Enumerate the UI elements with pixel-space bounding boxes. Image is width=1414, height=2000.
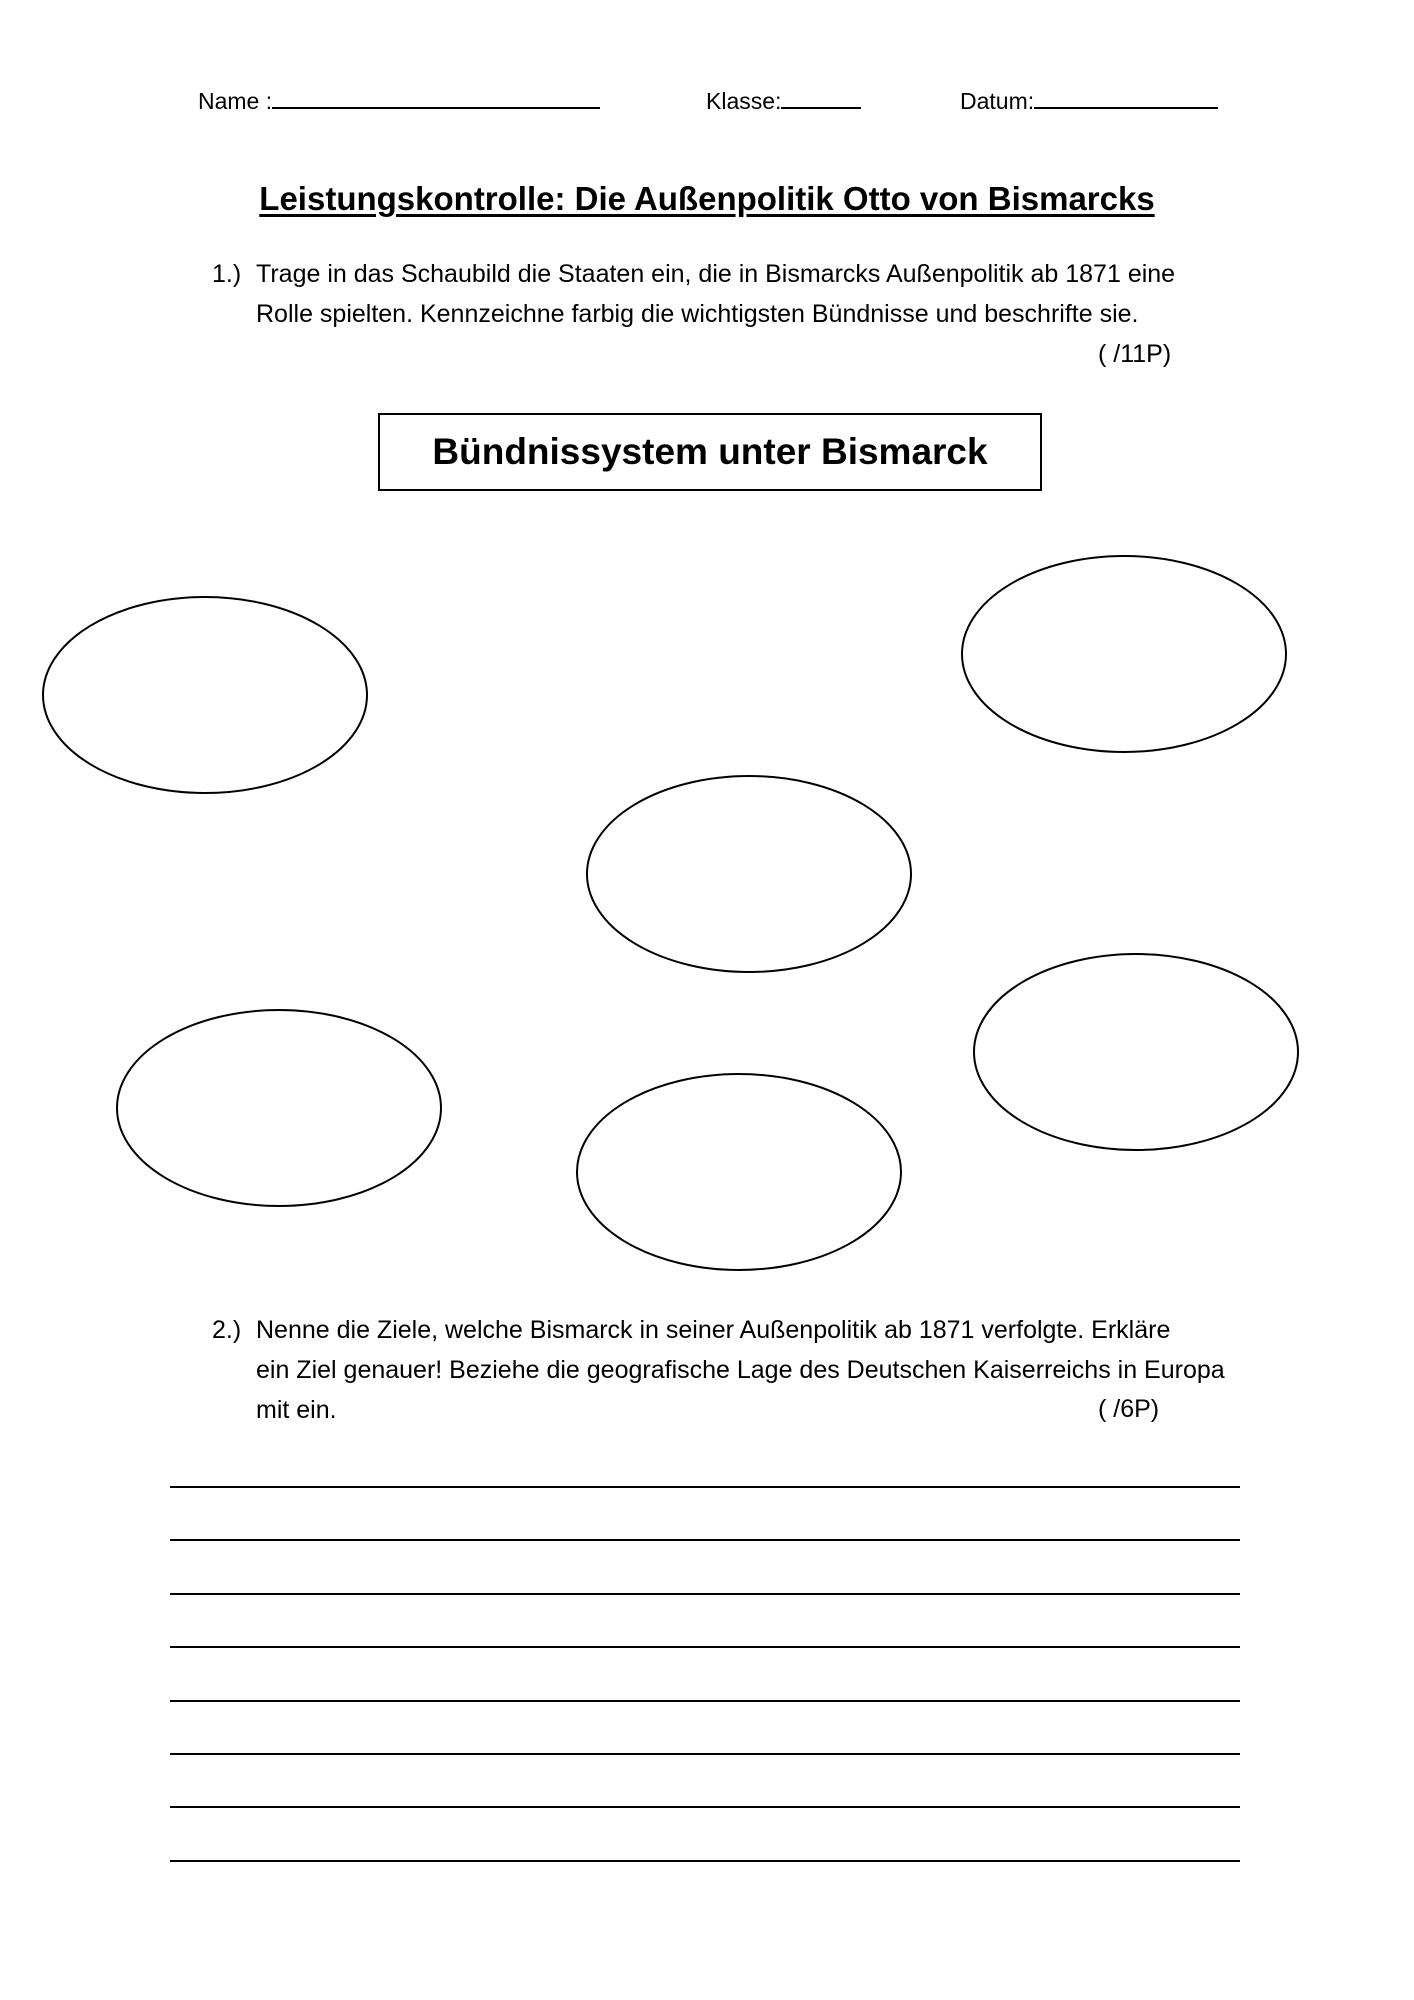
- task-2-line-2: ein Ziel genauer! Beziehe die geografische Lage des Deutschen Kaiserreichs in Europa: [256, 1356, 1225, 1384]
- class-label: Klasse:: [706, 88, 782, 114]
- name-field[interactable]: [198, 86, 600, 116]
- state-ellipse-2[interactable]: [962, 556, 1286, 752]
- date-blank[interactable]: [1034, 87, 1218, 109]
- answer-line[interactable]: [170, 1486, 1240, 1488]
- task-2-line-1: Nenne die Ziele, welche Bismarck in seiner Außenpolitik ab 1871 verfolgte. Erkläre: [256, 1316, 1171, 1344]
- task-2-line-3: mit ein.: [256, 1396, 337, 1424]
- state-ellipse-1[interactable]: [43, 597, 367, 793]
- page-title: Leistungskontrolle: Die Außenpolitik Otto von Bismarcks: [259, 180, 1155, 217]
- task-2-points: ( /6P): [1098, 1395, 1160, 1423]
- class-field[interactable]: [706, 86, 861, 116]
- answer-line[interactable]: [170, 1700, 1240, 1702]
- date-label: Datum:: [960, 88, 1035, 114]
- task-1-number: 1.): [212, 260, 242, 288]
- task-1-line-1: Trage in das Schaubild die Staaten ein, die in Bismarcks Außenpolitik ab 1871 eine: [256, 260, 1176, 288]
- diagram-title: Bündnissystem unter Bismarck: [432, 431, 988, 472]
- answer-line[interactable]: [170, 1806, 1240, 1808]
- state-ellipse-4[interactable]: [974, 954, 1298, 1150]
- task-1-points: ( /11P): [1098, 340, 1172, 368]
- answer-line[interactable]: [170, 1753, 1240, 1755]
- answer-line[interactable]: [170, 1860, 1240, 1862]
- diagram-title-box: [378, 413, 1042, 491]
- task-1: [212, 254, 1262, 334]
- task-2-number: 2.): [212, 1316, 242, 1344]
- state-ellipse-3[interactable]: [587, 776, 911, 972]
- task-1-line-2: Rolle spielten. Kennzeichne farbig die wichtigsten Bündnisse und beschrifte sie.: [256, 300, 1139, 328]
- state-ellipse-5[interactable]: [117, 1010, 441, 1206]
- name-label: Name :: [198, 88, 273, 114]
- date-field[interactable]: [960, 86, 1218, 116]
- answer-line[interactable]: [170, 1646, 1240, 1648]
- answer-line[interactable]: [170, 1539, 1240, 1541]
- name-blank[interactable]: [272, 87, 600, 109]
- state-ellipse-6[interactable]: [577, 1074, 901, 1270]
- answer-line[interactable]: [170, 1593, 1240, 1595]
- class-blank[interactable]: [781, 87, 861, 109]
